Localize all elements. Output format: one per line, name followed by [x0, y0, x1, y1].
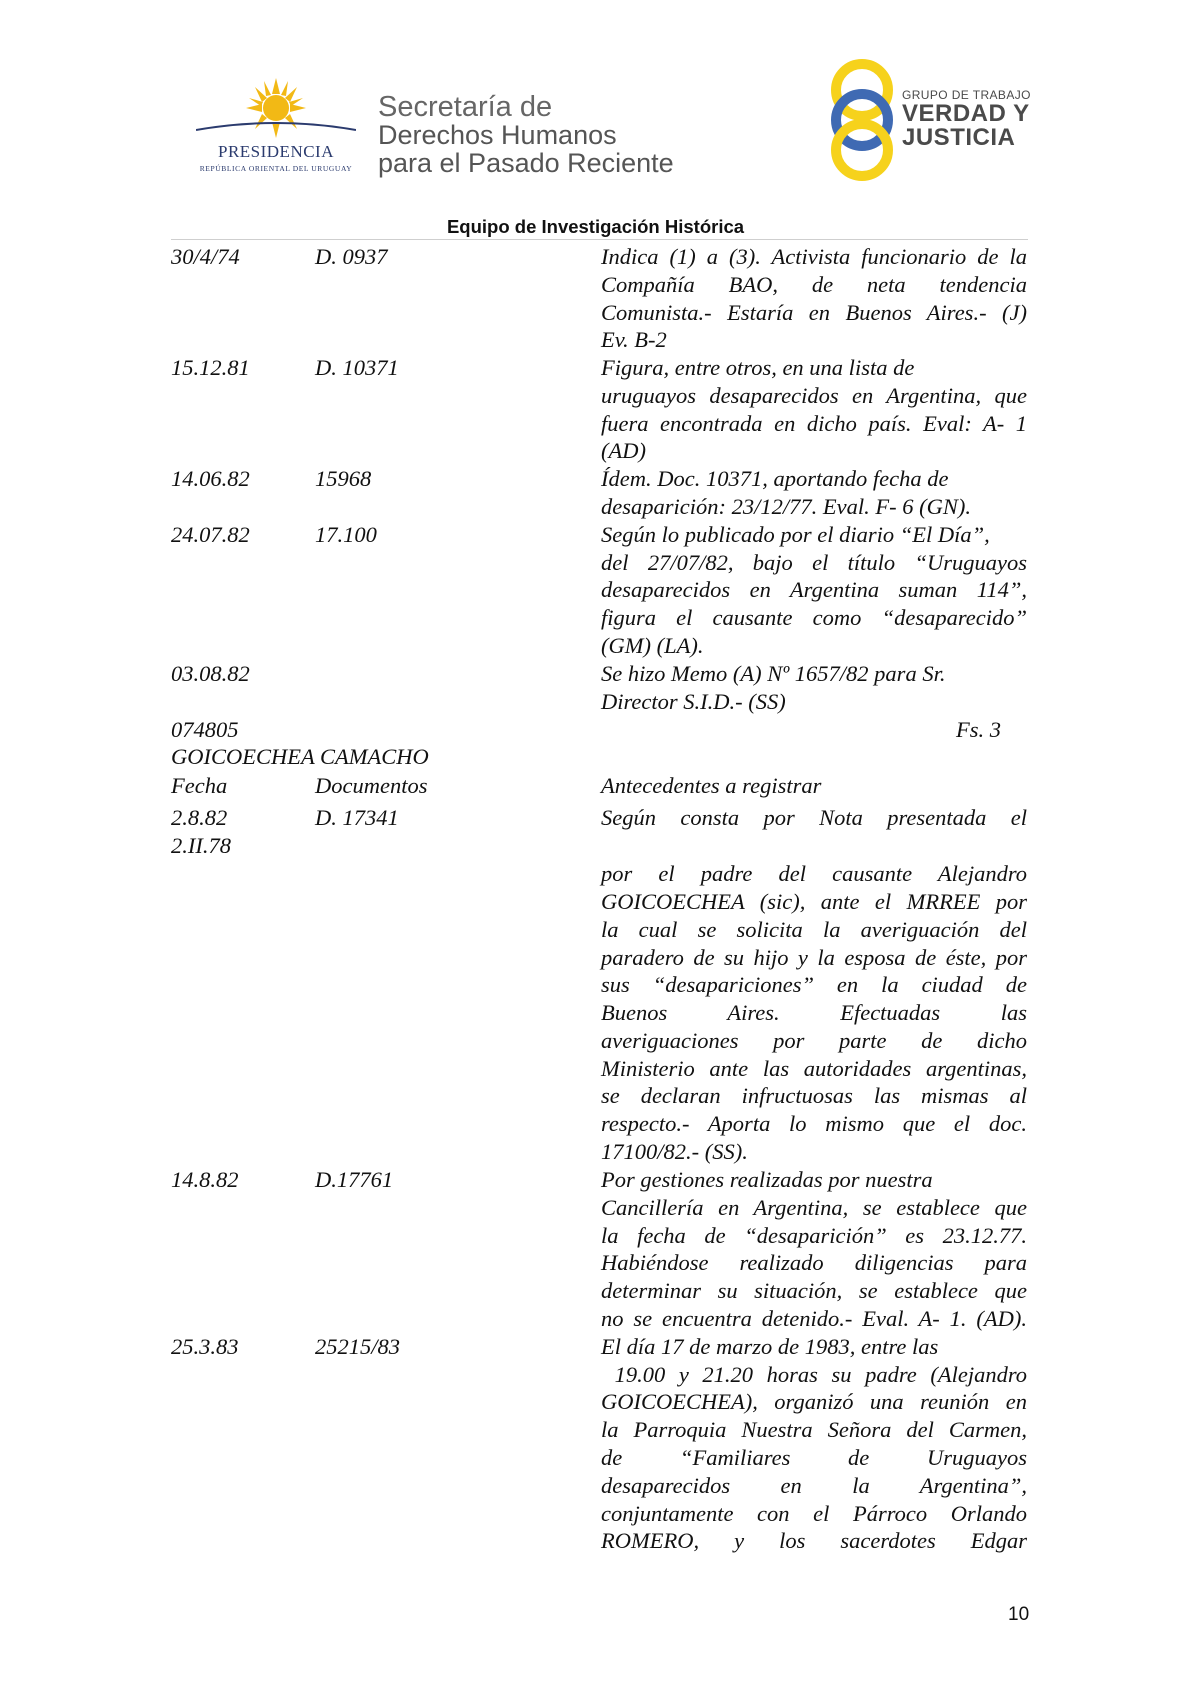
- row-text-line: por el padre del causante Alejandro: [601, 861, 1027, 886]
- gtvj-line-3: JUSTICIA: [902, 124, 1016, 151]
- row-text-line: uruguayos desaparecidos en Argentina, que: [601, 383, 1027, 408]
- team-title: Equipo de Investigación Histórica: [446, 216, 745, 237]
- row-text-line: Ev. B-2: [601, 327, 667, 352]
- row-text-line: respecto.- Aporta lo mismo que el doc.: [601, 1111, 1027, 1136]
- secretaria-line-1: Secretaría de: [378, 91, 553, 123]
- row-text-line: de “Familiares de Uruguayos: [601, 1445, 1027, 1470]
- subject-name: GOICOECHEA CAMACHO: [171, 744, 429, 769]
- presidencia-sublabel: REPÚBLICA ORIENTAL DEL URUGUAY: [199, 164, 353, 173]
- row-text-line: GOICOECHEA (sic), ante el MRREE por: [601, 889, 1027, 914]
- gtvj-line-2: VERDAD Y: [902, 100, 1030, 127]
- gtvj-line-1: GRUPO DE TRABAJO: [902, 88, 1031, 102]
- row-text-line: Por gestiones realizadas por nuestra: [601, 1167, 933, 1192]
- row-text-line: 17100/82.- (SS).: [601, 1139, 748, 1164]
- row-text-line: Director S.I.D.- (SS): [601, 689, 786, 714]
- row-text-line: desaparecidos en Argentina suman 114”,: [601, 577, 1027, 602]
- row-text-line: se declaran infructuosas las mismas al: [601, 1083, 1027, 1108]
- row-text-line: Indica (1) a (3). Activista funcionario de la: [601, 244, 1027, 269]
- row-text-line: fuera encontrada en dicho país. Eval: A- 1: [601, 411, 1027, 436]
- row-doc: 17.100: [315, 522, 377, 547]
- row-text-line: del 27/07/82, bajo el título “Uruguayos: [601, 550, 1027, 575]
- row-date: 2.8.82: [171, 805, 228, 830]
- secretaria-line-3: para el Pasado Reciente: [378, 148, 674, 178]
- column-header-antecedentes: Antecedentes a registrar: [601, 773, 822, 798]
- row-doc: 15968: [315, 466, 372, 491]
- row-date-secondary: 2.II.78: [171, 833, 231, 858]
- row-text-line: Habiéndose realizado diligencias para: [601, 1250, 1027, 1275]
- row-doc: D. 17341: [315, 805, 399, 830]
- row-text-line: la Parroquia Nuestra Señora del Carmen,: [601, 1417, 1027, 1442]
- row-date: 30/4/74: [171, 244, 240, 269]
- row-text-line: Buenos Aires. Efectuadas las: [601, 1000, 1027, 1025]
- row-text-line: Se hizo Memo (A) Nº 1657/82 para Sr.: [601, 661, 946, 686]
- row-text-line: desaparición: 23/12/77. Eval. F- 6 (GN).: [601, 494, 971, 519]
- row-text-line: desaparecidos en la Argentina”,: [601, 1473, 1027, 1498]
- row-text-line: determinar su situación, se establece que: [601, 1278, 1027, 1303]
- row-doc: 25215/83: [315, 1334, 401, 1359]
- secretaria-line-2: Derechos Humanos: [378, 120, 617, 150]
- row-text-line: figura el causante como “desaparecido”: [601, 605, 1027, 630]
- row-text-line: paradero de su hijo y la esposa de éste, por: [601, 945, 1027, 970]
- row-date: 24.07.82: [171, 522, 250, 547]
- row-doc: D. 10371: [315, 355, 399, 380]
- row-text-line: Ídem. Doc. 10371, aportando fecha de: [601, 466, 949, 491]
- row-text-line: conjuntamente con el Párroco Orlando: [601, 1501, 1027, 1526]
- row-date: 25.3.83: [171, 1334, 239, 1359]
- row-doc: D.17761: [315, 1167, 394, 1192]
- row-date: 14.06.82: [171, 466, 250, 491]
- row-date: 15.12.81: [171, 355, 250, 380]
- row-text-line: ROMERO, y los sacerdotes Edgar: [601, 1528, 1027, 1553]
- presidencia-label: PRESIDENCIA: [217, 142, 334, 161]
- row-text-line: Comunista.- Estaría en Buenos Aires.- (J): [601, 300, 1027, 325]
- row-text-line: 19.00 y 21.20 horas su padre (Alejandro: [601, 1362, 1027, 1387]
- folio: Fs. 3: [956, 717, 1001, 742]
- row-text-line: Cancillería en Argentina, se establece que: [601, 1195, 1027, 1220]
- row-text-line: (AD): [601, 438, 646, 463]
- row-text-line: GOICOECHEA), organizó una reunión en: [601, 1389, 1027, 1414]
- row-text-line: (GM) (LA).: [601, 633, 704, 658]
- row-text-line: Según consta por Nota presentada el: [601, 805, 1027, 830]
- row-date: 14.8.82: [171, 1167, 239, 1192]
- file-number: 074805: [171, 717, 239, 742]
- row-text-line: la cual se solicita la averiguación del: [601, 917, 1027, 942]
- row-text-line: Compañía BAO, de neta tendencia: [601, 272, 1027, 297]
- row-doc: D. 0937: [315, 244, 388, 269]
- row-text-line: no se encuentra detenido.- Eval. A- 1. (AD).: [601, 1306, 1027, 1331]
- row-text-line: El día 17 de marzo de 1983, entre las: [601, 1334, 939, 1359]
- column-header-documentos: Documentos: [315, 773, 428, 798]
- row-text-line: Figura, entre otros, en una lista de: [601, 355, 915, 380]
- row-text-line: la fecha de “desaparición” es 23.12.77.: [601, 1223, 1027, 1248]
- row-text-line: sus “desapariciones” en la ciudad de: [601, 972, 1027, 997]
- row-date: 03.08.82: [171, 661, 250, 686]
- row-text-line: averiguaciones por parte de dicho: [601, 1028, 1027, 1053]
- page-number: 10: [1008, 1604, 1030, 1625]
- column-header-fecha: Fecha: [171, 773, 228, 798]
- row-text-line: Según lo publicado por el diario “El Día”,: [601, 522, 990, 547]
- row-text-line: Ministerio ante las autoridades argentinas,: [601, 1056, 1027, 1081]
